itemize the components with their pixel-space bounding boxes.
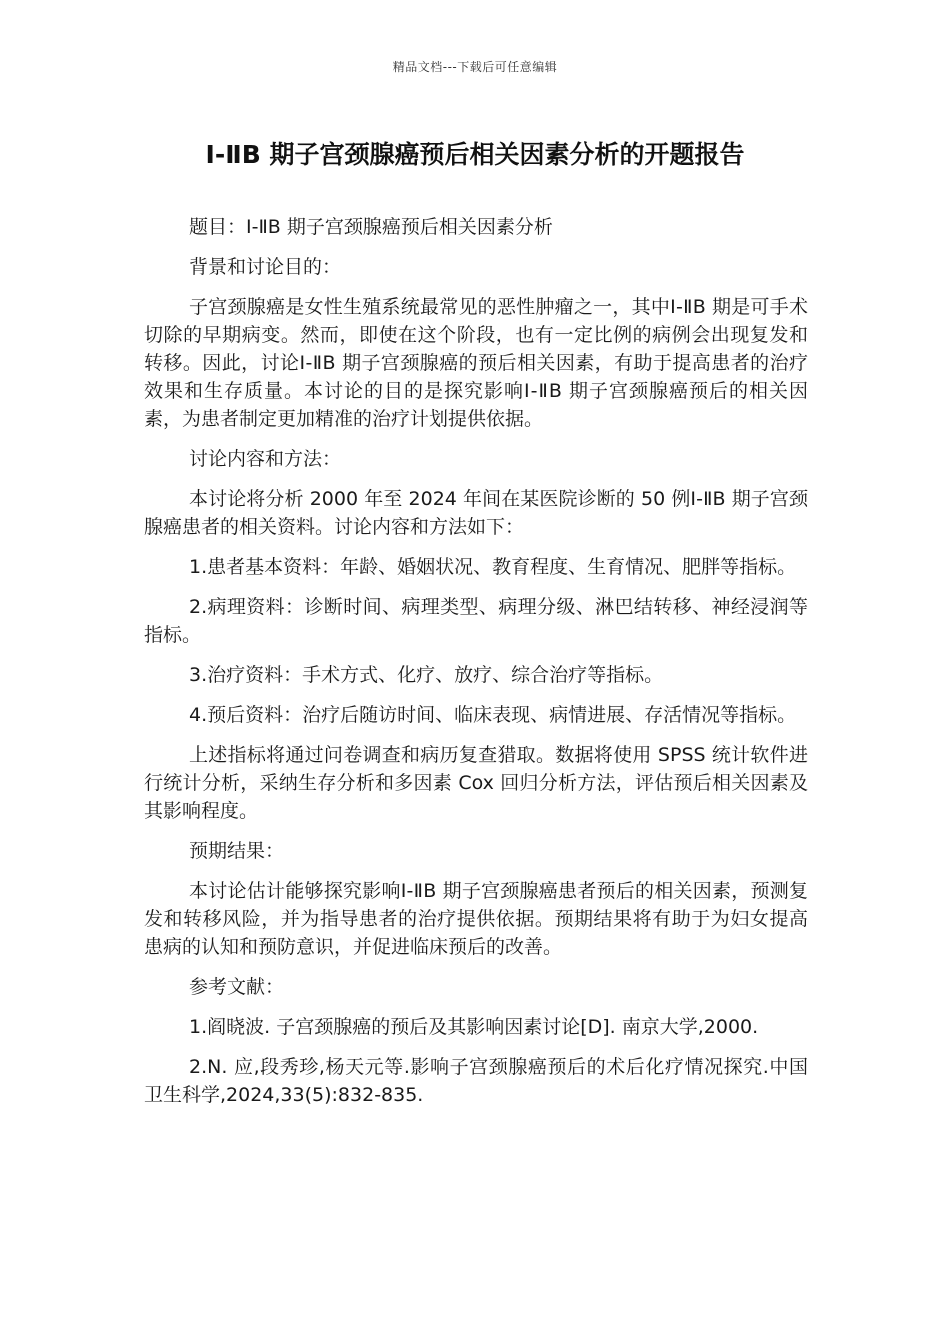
document-title: Ⅰ-ⅡB 期子宫颈腺癌预后相关因素分析的开题报告 (205, 140, 745, 169)
results-paragraph: 本讨论估计能够探究影响Ⅰ-ⅡB 期子宫颈腺癌患者预后的相关因素，预测复发和转移风险，并为指导患者的治疗提供依据。预期结果将有助于为妇女提高患病的认知和预防意识，并促进临床预后的改善。 (144, 880, 808, 958)
methods-item-1: 1.患者基本资料：年龄、婚姻状况、教育程度、生育情况、肥胖等指标。 (189, 556, 797, 578)
document-body (144, 213, 808, 1121)
methods-item-2: 2.病理资料：诊断时间、病理类型、病理分级、淋巴结转移、神经浸润等指标。 (144, 596, 808, 646)
reference-item-1: 1.阎晓波. 子宫颈腺癌的预后及其影响因素讨论[D]. 南京大学,2000. (189, 1016, 759, 1038)
topic-line: 题目：Ⅰ-ⅡB 期子宫颈腺癌预后相关因素分析 (189, 216, 553, 238)
reference-item-2: 2.N. 应,段秀珍,杨天元等.影响子宫颈腺癌预后的术后化疗情况探究.中国卫生科学,2024,33(5):832-835. (144, 1056, 808, 1106)
background-paragraph: 子宫颈腺癌是女性生殖系统最常见的恶性肿瘤之一，其中Ⅰ-ⅡB 期是可手术切除的早期病变。然而，即使在这个阶段，也有一定比例的病例会出现复发和转移。因此，讨论Ⅰ-ⅡB 期子宫颈腺癌的预后相关因素，有助于提高患者的治疗效果和生存质量。本讨论的目的是探究影响Ⅰ-ⅡB 期子宫颈腺癌预后的相关因素，为患者制定更加精准的治疗计划提供依据。 (144, 296, 808, 430)
section-heading-methods: 讨论内容和方法： (189, 448, 342, 470)
page-header: 精品文档---下载后可任意编辑 (392, 60, 558, 74)
methods-item-3: 3.治疗资料：手术方式、化疗、放疗、综合治疗等指标。 (189, 664, 664, 686)
analysis-paragraph: 上述指标将通过问卷调查和病历复查猎取。数据将使用 SPSS 统计软件进行统计分析，采纳生存分析和多因素 Cox 回归分析方法，评估预后相关因素及其影响程度。 (144, 744, 808, 822)
methods-intro-paragraph: 本讨论将分析 2000 年至 2024 年间在某医院诊断的 50 例Ⅰ-ⅡB 期子宫颈腺癌患者的相关资料。讨论内容和方法如下： (144, 488, 808, 538)
methods-item-4: 4.预后资料：治疗后随访时间、临床表现、病情进展、存活情况等指标。 (189, 704, 797, 726)
section-heading-references: 参考文献： (189, 976, 285, 998)
section-heading-results: 预期结果： (189, 840, 285, 862)
section-heading-background: 背景和讨论目的： (189, 256, 342, 278)
